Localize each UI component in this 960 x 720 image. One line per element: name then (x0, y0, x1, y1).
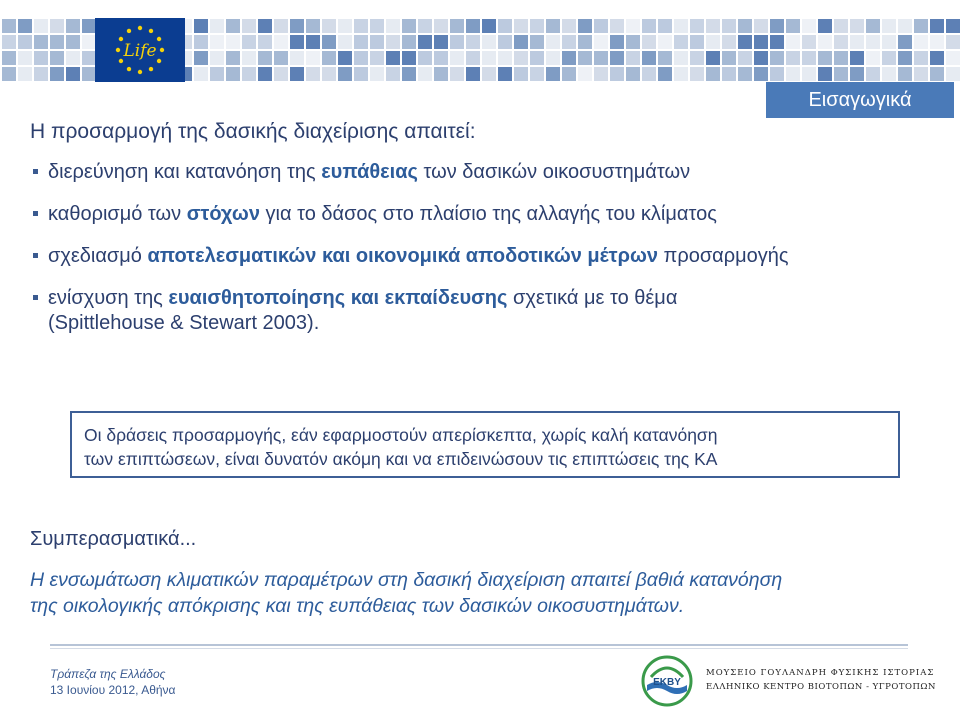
mosaic-tile (466, 19, 480, 33)
mosaic-tile (834, 51, 848, 65)
mosaic-tile (242, 35, 256, 49)
mosaic-tile (82, 67, 96, 81)
mosaic-tile (930, 51, 944, 65)
mosaic-tile (210, 19, 224, 33)
mosaic-tile (722, 19, 736, 33)
mosaic-tile (226, 51, 240, 65)
mosaic-tile (514, 19, 528, 33)
mosaic-tile (930, 67, 944, 81)
mosaic-tile (450, 35, 464, 49)
mosaic-tile (578, 35, 592, 49)
mosaic-tile (306, 67, 320, 81)
mosaic-tile (82, 35, 96, 49)
mosaic-tile (898, 51, 912, 65)
life-eu-logo (95, 18, 185, 82)
mosaic-tile (818, 51, 832, 65)
mosaic-tile (722, 35, 736, 49)
conclusion-heading: Συμπερασματικά... (30, 528, 197, 550)
mosaic-tile (594, 35, 608, 49)
mosaic-tile (386, 19, 400, 33)
mosaic-tile (578, 19, 592, 33)
mosaic-tile (834, 19, 848, 33)
mosaic-tile (322, 19, 336, 33)
list-item: διερεύνηση και κατανόηση της ευπάθειας των δασικών οικοσυστημάτων (30, 160, 789, 185)
bullet-icon (33, 253, 38, 258)
mosaic-tile (898, 67, 912, 81)
mosaic-tile (946, 51, 960, 65)
mosaic-tile (18, 67, 32, 81)
mosaic-tile (306, 19, 320, 33)
callout-line: Οι δράσεις προσαρμογής, εάν εφαρμοστούν απερίσκεπτα, χωρίς καλή κατανόηση (84, 425, 718, 445)
mosaic-tile (770, 51, 784, 65)
mosaic-tile (914, 35, 928, 49)
mosaic-tile (850, 51, 864, 65)
mosaic-tile (946, 67, 960, 81)
mosaic-tile (482, 51, 496, 65)
mosaic-tile (418, 67, 432, 81)
mosaic-tile (274, 51, 288, 65)
mosaic-tile (914, 19, 928, 33)
section-title-tag: Εισαγωγικά (766, 82, 954, 118)
mosaic-tile (498, 51, 512, 65)
mosaic-tile (514, 67, 528, 81)
mosaic-tile (290, 67, 304, 81)
mosaic-tile (530, 51, 544, 65)
mosaic-tile (466, 35, 480, 49)
mosaic-tile (802, 19, 816, 33)
mosaic-tile (898, 19, 912, 33)
mosaic-tile (690, 51, 704, 65)
mosaic-tile (50, 51, 64, 65)
footer-venue: Τράπεζα της Ελλάδος (50, 667, 166, 681)
mosaic-tile (50, 19, 64, 33)
mosaic-tile (546, 67, 560, 81)
mosaic-tile (258, 35, 272, 49)
life-logo-text: Life (123, 41, 157, 61)
list-item: σχεδιασμό αποτελεσματικών και οικονομικά αποδοτικών μέτρων προσαρμογής (30, 244, 789, 269)
mosaic-tile (914, 51, 928, 65)
mosaic-tile (658, 19, 672, 33)
mosaic-tile (386, 51, 400, 65)
mosaic-tile (418, 35, 432, 49)
mosaic-tile (562, 67, 576, 81)
footer-divider (50, 648, 908, 649)
mosaic-tile (802, 51, 816, 65)
org-name-line: ΜΟΥΣΕΙΟ ΓΟΥΛΑΝΔΡΗ ΦΥΣΙΚΗΣ ΙΣΤΟΡΙΑΣ (706, 668, 935, 678)
footer-divider (50, 644, 908, 646)
mosaic-tile (226, 35, 240, 49)
mosaic-tile (770, 19, 784, 33)
mosaic-tile (18, 19, 32, 33)
mosaic-tile (242, 19, 256, 33)
mosaic-tile (562, 35, 576, 49)
mosaic-tile (946, 19, 960, 33)
mosaic-tile (818, 19, 832, 33)
mosaic-tile (434, 67, 448, 81)
mosaic-tile (354, 51, 368, 65)
mosaic-tile (274, 35, 288, 49)
mosaic-tile (626, 51, 640, 65)
bullet-icon (33, 169, 38, 174)
eu-star-icon (116, 48, 120, 52)
mosaic-tile (290, 35, 304, 49)
mosaic-tile (850, 19, 864, 33)
mosaic-tile (498, 67, 512, 81)
mosaic-tile (226, 19, 240, 33)
mosaic-tile (194, 35, 208, 49)
mosaic-tile (402, 67, 416, 81)
mosaic-tile (546, 19, 560, 33)
mosaic-tile (658, 67, 672, 81)
eu-star-icon (138, 70, 142, 74)
mosaic-tile (642, 35, 656, 49)
mosaic-tile (642, 51, 656, 65)
mosaic-tile (306, 35, 320, 49)
mosaic-tile (370, 19, 384, 33)
mosaic-tile (754, 35, 768, 49)
mosaic-tile (834, 35, 848, 49)
mosaic-tile (82, 19, 96, 33)
bullet-icon (33, 295, 38, 300)
mosaic-tile (194, 51, 208, 65)
mosaic-tile (242, 67, 256, 81)
mosaic-tile (738, 51, 752, 65)
mosaic-tile (34, 67, 48, 81)
mosaic-tile (514, 35, 528, 49)
mosaic-tile (290, 19, 304, 33)
mosaic-tile (674, 67, 688, 81)
eu-star-icon (157, 37, 161, 41)
mosaic-tile (706, 51, 720, 65)
mosaic-tile (2, 67, 16, 81)
ekby-logo-text: EKBY (653, 677, 681, 688)
mosaic-tile (562, 51, 576, 65)
warning-callout-box (70, 411, 900, 478)
eu-star-icon (157, 59, 161, 63)
mosaic-tile (706, 67, 720, 81)
mosaic-tile (210, 35, 224, 49)
mosaic-tile (946, 35, 960, 49)
mosaic-tile (882, 67, 896, 81)
mosaic-tile (450, 19, 464, 33)
mosaic-tile (642, 67, 656, 81)
mosaic-tile (2, 35, 16, 49)
mosaic-tile (82, 51, 96, 65)
mosaic-tile (722, 51, 736, 65)
mosaic-tile (786, 19, 800, 33)
mosaic-tile (674, 19, 688, 33)
mosaic-tile (866, 51, 880, 65)
mosaic-tile (754, 67, 768, 81)
mosaic-tile (466, 67, 480, 81)
eu-star-icon (160, 48, 164, 52)
intro-text: Η προσαρμογή της δασικής διαχείρισης απαιτεί: (30, 120, 476, 143)
mosaic-tile (194, 19, 208, 33)
eu-star-icon (127, 67, 131, 71)
mosaic-tile (866, 35, 880, 49)
mosaic-tile (930, 19, 944, 33)
mosaic-tile (274, 19, 288, 33)
org-name-line: ΕΛΛΗΝΙΚΟ ΚΕΝΤΡΟ ΒΙΟΤΟΠΩΝ - ΥΓΡΟΤΟΠΩΝ (706, 682, 936, 692)
mosaic-tile (914, 67, 928, 81)
mosaic-tile (738, 19, 752, 33)
mosaic-tile (642, 19, 656, 33)
mosaic-tile (786, 67, 800, 81)
mosaic-tile (546, 51, 560, 65)
mosaic-tile (658, 35, 672, 49)
mosaic-tile (546, 35, 560, 49)
footer-date: 13 Ιουνίου 2012, Αθήνα (50, 683, 176, 697)
mosaic-tile (562, 19, 576, 33)
mosaic-tile (354, 67, 368, 81)
mosaic-tile (802, 35, 816, 49)
mosaic-tile (690, 19, 704, 33)
mosaic-tile (866, 19, 880, 33)
mosaic-tile (66, 51, 80, 65)
mosaic-tile (306, 51, 320, 65)
mosaic-tile (818, 67, 832, 81)
mosaic-tile (2, 19, 16, 33)
mosaic-tile (530, 35, 544, 49)
mosaic-tile (402, 51, 416, 65)
mosaic-tile (594, 19, 608, 33)
mosaic-tile (50, 67, 64, 81)
requirements-list (30, 160, 789, 353)
mosaic-tile (226, 67, 240, 81)
mosaic-tile (882, 35, 896, 49)
mosaic-tile (258, 51, 272, 65)
mosaic-tile (610, 67, 624, 81)
mosaic-tile (786, 35, 800, 49)
mosaic-tile (626, 19, 640, 33)
list-item: ενίσχυση της ευαισθητοποίησης και εκπαίδευσης σχετικά με το θέμα (Spittlehouse & Stewart 2003). (30, 286, 789, 336)
mosaic-tile (610, 19, 624, 33)
mosaic-tile (386, 67, 400, 81)
mosaic-tile (258, 19, 272, 33)
mosaic-tile (482, 35, 496, 49)
mosaic-tile (690, 67, 704, 81)
mosaic-tile (434, 51, 448, 65)
mosaic-tile (770, 35, 784, 49)
mosaic-tile (194, 67, 208, 81)
mosaic-tile (354, 35, 368, 49)
mosaic-tile (18, 51, 32, 65)
mosaic-tile (706, 35, 720, 49)
mosaic-tile (50, 35, 64, 49)
mosaic-tile (322, 67, 336, 81)
mosaic-tile (754, 51, 768, 65)
mosaic-tile (2, 51, 16, 65)
mosaic-tile (738, 67, 752, 81)
mosaic-tile (866, 67, 880, 81)
mosaic-tile (834, 67, 848, 81)
conclusion-text: Η ενσωμάτωση κλιματικών παραμέτρων στη δασική διαχείριση απαιτεί βαθιά κατανόηση της οικολογικής απόκρισης και της ευπάθειας των δασικών οικοσυστημάτων. (30, 569, 783, 617)
mosaic-tile (498, 35, 512, 49)
eu-star-icon (127, 29, 131, 33)
mosaic-tile (722, 67, 736, 81)
mosaic-tile (338, 51, 352, 65)
mosaic-tile (578, 67, 592, 81)
mosaic-tile (786, 51, 800, 65)
mosaic-tile (434, 35, 448, 49)
mosaic-tile (402, 35, 416, 49)
mosaic-tile (770, 67, 784, 81)
mosaic-tile (754, 19, 768, 33)
eu-star-icon (149, 29, 153, 33)
mosaic-tile (626, 35, 640, 49)
mosaic-tile (482, 19, 496, 33)
ekby-logo-icon (641, 655, 693, 707)
list-item: καθορισμό των στόχων για το δάσος στο πλαίσιο της αλλαγής του κλίματος (30, 202, 789, 227)
mosaic-tile (802, 67, 816, 81)
mosaic-tile (594, 51, 608, 65)
mosaic-tile (370, 67, 384, 81)
mosaic-tile (706, 19, 720, 33)
mosaic-tile (514, 51, 528, 65)
mosaic-tile (674, 35, 688, 49)
mosaic-tile (338, 67, 352, 81)
eu-star-icon (138, 26, 142, 30)
mosaic-tile (290, 51, 304, 65)
mosaic-tile (418, 19, 432, 33)
mosaic-tile (418, 51, 432, 65)
mosaic-tile (738, 35, 752, 49)
mosaic-tile (658, 51, 672, 65)
mosaic-tile (530, 67, 544, 81)
mosaic-tile (354, 19, 368, 33)
mosaic-tile (466, 51, 480, 65)
mosaic-tile (690, 35, 704, 49)
mosaic-tile (386, 35, 400, 49)
mosaic-tile (402, 19, 416, 33)
callout-line: των επιπτώσεων, είναι δυνατόν ακόμη και να επιδεινώσουν τις επιπτώσεις της ΚΑ (84, 449, 718, 469)
mosaic-tile (434, 19, 448, 33)
mosaic-tile (274, 67, 288, 81)
citation: (Spittlehouse & Stewart 2003). (48, 312, 320, 334)
mosaic-tile (34, 19, 48, 33)
mosaic-tile (530, 19, 544, 33)
mosaic-tile (818, 35, 832, 49)
mosaic-tile (242, 51, 256, 65)
mosaic-tile (850, 35, 864, 49)
mosaic-tile (322, 35, 336, 49)
mosaic-tile (898, 35, 912, 49)
mosaic-tile (498, 19, 512, 33)
mosaic-tile (674, 51, 688, 65)
mosaic-tile (882, 51, 896, 65)
mosaic-tile (450, 67, 464, 81)
mosaic-tile (594, 67, 608, 81)
mosaic-tile (370, 35, 384, 49)
mosaic-tile (610, 51, 624, 65)
mosaic-tile (882, 19, 896, 33)
mosaic-tile (210, 51, 224, 65)
mosaic-tile (930, 35, 944, 49)
mosaic-tile (338, 35, 352, 49)
mosaic-tile (34, 51, 48, 65)
mosaic-tile (66, 19, 80, 33)
mosaic-tile (34, 35, 48, 49)
mosaic-tile (338, 19, 352, 33)
mosaic-tile (850, 67, 864, 81)
mosaic-tile (370, 51, 384, 65)
mosaic-tile (258, 67, 272, 81)
mosaic-tile (322, 51, 336, 65)
mosaic-tile (66, 67, 80, 81)
mosaic-tile (578, 51, 592, 65)
mosaic-tile (450, 51, 464, 65)
mosaic-tile (626, 67, 640, 81)
mosaic-tile (66, 35, 80, 49)
mosaic-tile (482, 67, 496, 81)
bullet-icon (33, 211, 38, 216)
eu-star-icon (149, 67, 153, 71)
mosaic-tile (610, 35, 624, 49)
mosaic-tile (210, 67, 224, 81)
mosaic-tile (18, 35, 32, 49)
